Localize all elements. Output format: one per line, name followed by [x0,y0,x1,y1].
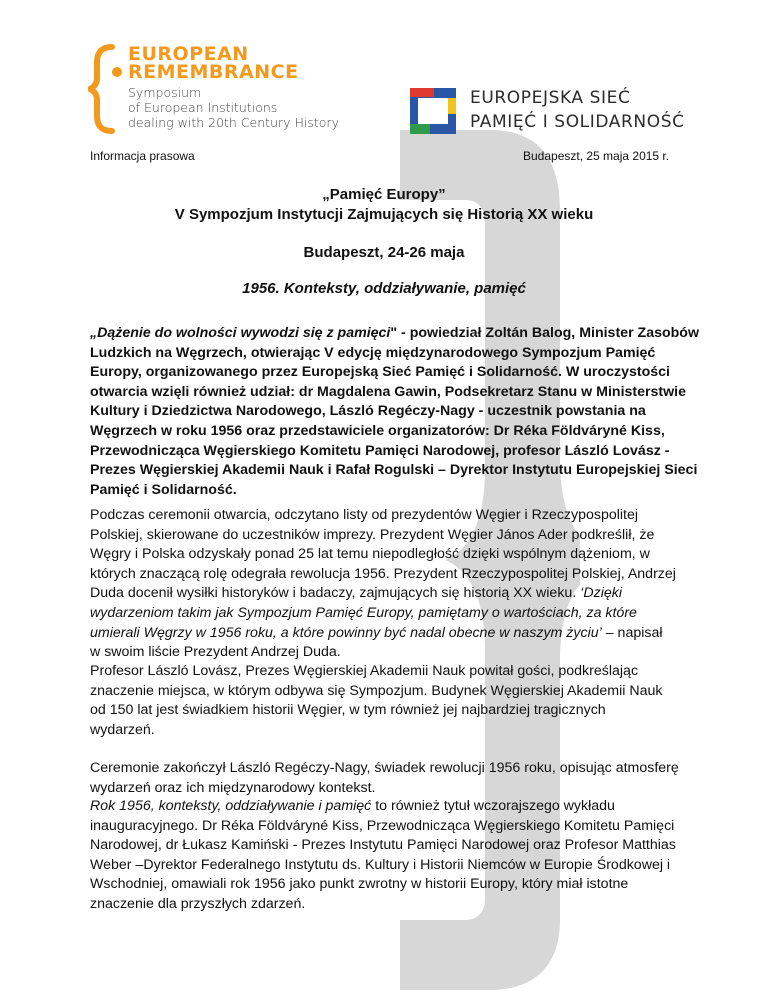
p2-line5-quote: ‘Dzięki [580,585,622,602]
p2-line8: w swoim liście Prezydent Andrzej Duda. [90,644,341,661]
title-line2: V Sympozjum Instytucji Zajmujących się Historią XX wieku [174,206,594,223]
p5-line1-rest: to również tytuł wczorajszego wykładu [371,798,615,814]
p1-line9: Pamięć i Solidarność. [90,481,237,498]
logo-title-line2: REMEMBRANCE [128,61,299,83]
p3-line3: od 150 lat jest świadkiem historii Węgier, w tym również jej najbardziej tragicznych [90,702,606,719]
header-date: Budapeszt, 25 maja 2015 r. [523,149,670,163]
logo-dot-icon [112,67,122,77]
p3-line1: Profesor László Lovász, Prezes Węgierskiej Akademii Nauk powitał gości, podkreślając [90,663,639,679]
p5-line1-title: Rok 1956, konteksty, oddziaływanie i pamięć [90,798,372,814]
enrs-mark-icon [408,86,458,136]
paragraph-2 [90,506,686,663]
subtitle: Budapeszt, 24-26 maja [303,244,465,261]
p2-line7 [90,624,686,644]
p2-line2: Polskiej, skierowane do uczestników imprezy. Prezydent Węgier János Ader podkreślił, że [90,526,655,543]
title-line1: „Pamięć Europy” [322,186,446,203]
header-label: Informacja prasowa [90,149,195,163]
p5-line2: inauguracyjnego. Dr Réka Földváryné Kiss, Przewodnicząca Węgierskiego Komitetu Pamięci [90,817,675,834]
paragraph-1 [90,324,700,500]
p3-line2: znaczenie miejsca, w którym odbywa się Sympozjum. Budynek Węgierskiej Akademii Nauk [90,682,663,699]
p1-line5: Kultury i Dziedzictwa Narodowego, László Regéczy-Nagy - uczestnik powstania na [90,403,646,420]
logo-subtitle-line3: dealing with 20th Century History [128,115,339,130]
p1-line7: Przewodnicząca Węgierskiego Komitetu Pamięci Narodowej, profesor László Lovász - [90,442,670,459]
paragraph-5 [90,797,686,915]
p1-line3: Europy, organizowanego przez Europejską Sieć Pamięć i Solidarność. W uroczystości [90,364,671,381]
enrs-title-line2: PAMIĘĆ I SOLIDARNOŚĆ [470,112,685,132]
european-remembrance-logo [88,44,388,134]
p1-line1-rest: " - powiedział Zoltán Balog, Minister Zasobów [390,325,700,341]
logo-subtitle-line1: Symposium [128,85,202,100]
p2-line5-text: Duda docenił wysiłki historyków i badaczy, zajmujących się historią XX wieku. [90,585,581,602]
p5-line5: Wschodniej, omawiali rok 1956 jako punkt zwrotny w historii Europy, który miał istotne [90,876,629,893]
enrs-logo [408,86,708,136]
p1-line2: Ludzkich na Węgrzech, otwierając V edycję międzynarodowego Sympozjum Pamięć [90,344,656,361]
brace-logo-icon [88,44,118,134]
p3-line4: wydarzeń. [90,721,155,738]
p2-line7-quote: umierali Węgrzy w 1956 roku, a które powinny być nadal obecne w naszym życiu’ [90,624,602,641]
p1-line6: Węgrzech w roku 1956 oraz przedstawiciele organizatorów: Dr Réka Földváryné Kiss, [90,422,665,439]
paragraph-4 [90,759,686,798]
p1-quote: „Dążenie do wolności wywodzi się z pamięci [90,325,391,341]
p2-line6: wydarzeniom takim jak Sympozjum Pamięć Europy, pamiętamy o wartościach, za które [90,604,637,621]
p2-line5 [90,584,686,604]
theme-title: 1956. Konteksty, oddziaływanie, pamięć [242,280,526,297]
p5-line1 [90,797,686,817]
p4-line1: Ceremonie zakończył László Regéczy-Nagy, świadek rewolucji 1956 roku, opisując atmosferę [90,760,679,776]
p5-line4: Weber –Dyrektor Federalnego Instytutu ds. Kultury i Historii Niemców w Europie Środkowej i [90,856,671,873]
paragraph-3 [90,662,686,740]
p1-line1 [90,324,700,344]
p5-line3: Narodowej, dr Łukasz Kamiński - Prezes Instytutu Pamięci Narodowej oraz Profesor Matthias [90,837,676,854]
logo-subtitle-line2: of European Institutions [128,100,278,115]
p2-line3: Węgry i Polska odzyskały ponad 25 lat temu niepodległość dzięki wspólnym dążeniom, w [90,546,650,563]
p1-line4: otwarcia wzięli również udział: dr Magdalena Gawin, Podsekretarz Stanu w Ministerstwie [90,383,687,400]
p2-line7-text: – napisał [601,624,663,641]
p2-line4: których znaczącą rolę odegrała rewolucja 1956. Prezydent Rzeczypospolitej Polskiej, Andrzej [90,565,676,582]
enrs-title-line1: EUROPEJSKA SIEĆ [470,88,631,108]
logo-title-line1: EUROPEAN [128,43,249,65]
p5-line6: znaczenie dla przyszłych zdarzeń. [90,895,306,912]
p2-line1: Podczas ceremonii otwarcia, odczytano listy od prezydentów Węgier i Rzeczypospolitej [90,507,639,523]
p1-line8: Prezes Węgierskiej Akademii Nauk i Rafał Rogulski – Dyrektor Instytutu Europejskiej Sieci [90,462,698,479]
p4-line2: wydarzeń oraz ich międzynarodowy kontekst. [90,779,376,796]
